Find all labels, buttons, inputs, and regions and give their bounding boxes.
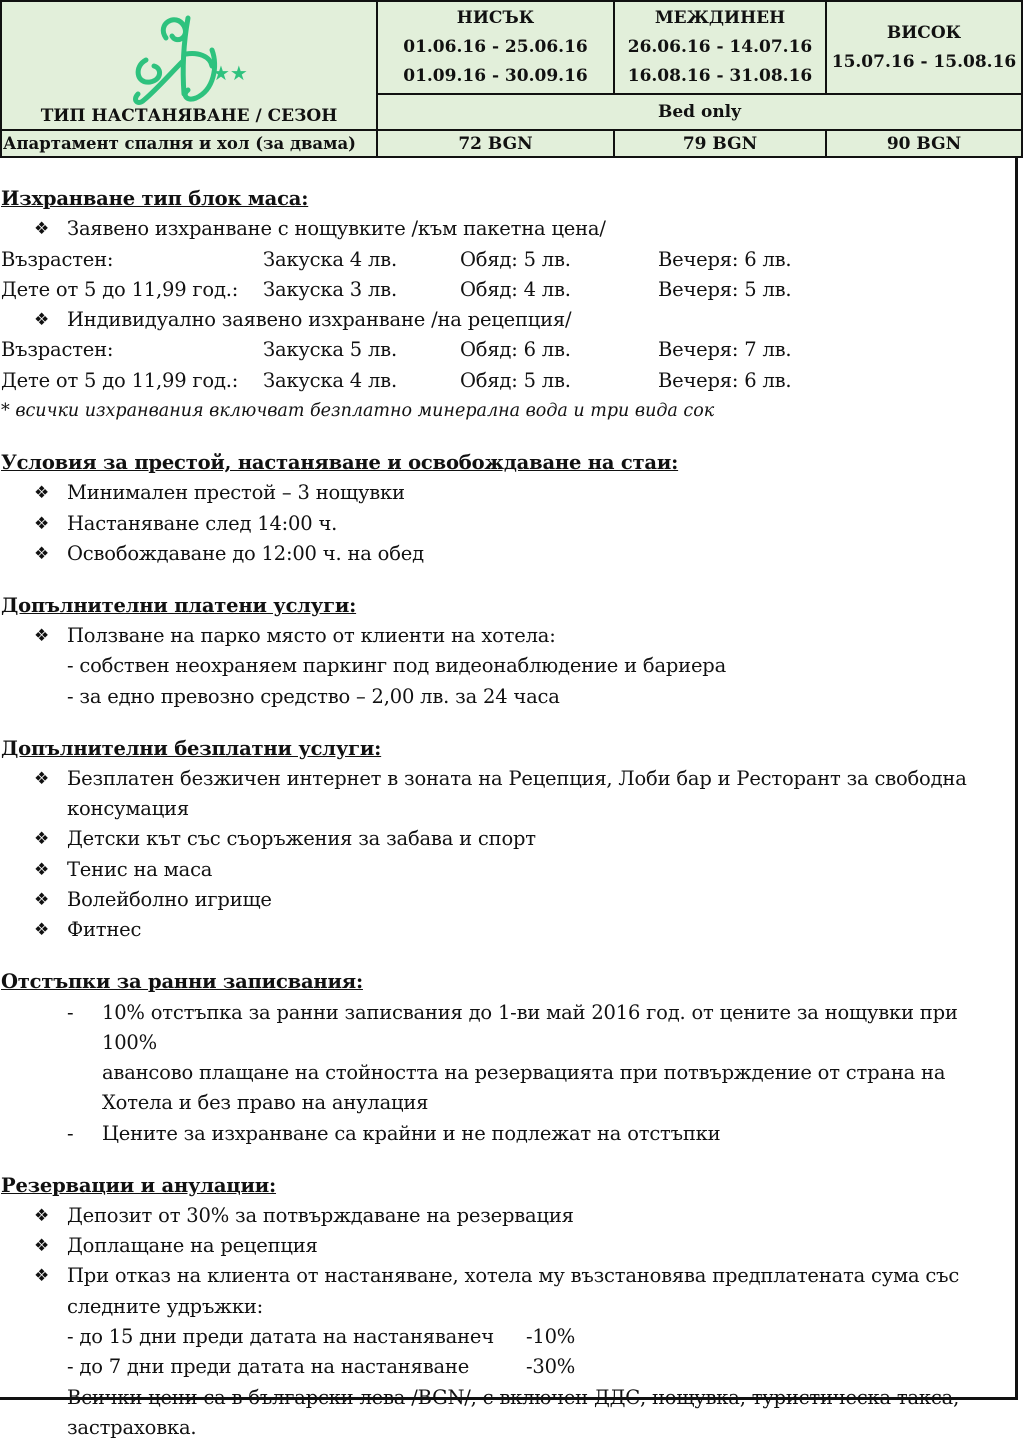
meal-cell: Закуска 4 лв. (263, 368, 397, 392)
meal-cell: Обяд: 5 лв. (460, 368, 571, 392)
reservation-item: ❖ Депозит от 30% за потвърждаване на резервация (1, 1201, 1018, 1231)
free-services-item: ❖ Тенис на маса (1, 855, 1018, 885)
meal-cell: Обяд: 6 лв. (460, 338, 571, 362)
price-high: 90 BGN (826, 130, 1022, 157)
season-low-cell (377, 1, 614, 94)
free-services-item: ❖ Фитнес (1, 915, 1018, 945)
discounts-heading: Отстъпки за ранни записвания: (1, 970, 363, 994)
meal-cell: Възрастен: (1, 247, 114, 271)
paid-services-sub: - за едно превозно средство – 2,00 лв. за 24 часа (67, 684, 560, 708)
free-services-item: ❖ Волейболно игрище (1, 885, 1018, 915)
accommodation-type-label: ТИП НАСТАНЯВАНЕ / СЕЗОН (40, 106, 338, 126)
conditions-item: ❖ Минимален престой – 3 нощувки (1, 478, 1018, 508)
meal-cell: Вечеря: 6 лв. (658, 368, 792, 392)
logo-cell (1, 1, 377, 130)
meal-cell: Вечеря: 6 лв. (658, 247, 792, 271)
meals-note: * всички изхранвания включват безплатно минерална вода и три вида сок (1, 401, 715, 422)
prices-note-cont: застраховка. (67, 1415, 197, 1439)
season-mid-period-2: 16.08.16 - 31.08.16 (627, 66, 813, 86)
season-high-cell (826, 1, 1022, 94)
penalty-value: -10% (526, 1325, 576, 1349)
logo-stars: ★★ (212, 61, 248, 85)
meals-package-child-row (1, 275, 1018, 305)
penalty-label: - до 15 дни преди датата на настаняванеч (67, 1325, 494, 1349)
meal-cell: Обяд: 4 лв. (460, 277, 571, 301)
conditions-heading: Условия за престой, настаняване и освобождаване на стаи: (1, 450, 679, 474)
price-table (0, 0, 1023, 158)
meal-cell: Дете от 5 до 11,99 год.: (1, 277, 239, 301)
season-low-period-1: 01.06.16 - 25.06.16 (403, 37, 588, 57)
price-mid: 79 BGN (614, 130, 826, 157)
meal-cell: Закуска 4 лв. (263, 247, 397, 271)
meals-individual-adult-row (1, 335, 1018, 365)
free-services-heading: Допълнителни безплатни услуги: (1, 736, 382, 760)
meal-cell: Дете от 5 до 11,99 год.: (1, 368, 239, 392)
meal-cell: Вечеря: 7 лв. (658, 338, 792, 362)
meal-cell: Вечеря: 5 лв. (658, 277, 792, 301)
room-type: Апартамент спалня и хол (за двама) (1, 130, 377, 157)
paid-services-heading: Допълнителни платени услуги: (1, 593, 357, 617)
free-services-item: ❖ Безплатен безжичен интернет в зоната на Рецепция, Лоби бар и Ресторант за свободна (1, 764, 1018, 794)
penalty-row (1, 1322, 1018, 1352)
season-low-name: НИСЪК (456, 8, 535, 28)
meals-heading: Изхранване тип блок маса: (1, 187, 309, 210)
meals-individual-bullet: ❖ Индивидуално заявено изхранване /на рецепция/ (1, 305, 1018, 335)
meal-cell: Обяд: 5 лв. (460, 247, 571, 271)
meal-cell: Възрастен: (1, 338, 114, 362)
reservations-heading: Резервации и анулации: (1, 1173, 277, 1197)
price-low: 72 BGN (377, 130, 614, 157)
free-services-item-cont: консумация (67, 797, 189, 821)
conditions-item: ❖ Настаняване след 14:00 ч. (1, 509, 1018, 539)
free-services-item: ❖ Детски кът със съоръжения за забава и спорт (1, 824, 1018, 854)
season-mid-cell (614, 1, 826, 94)
season-mid-period-1: 26.06.16 - 14.07.16 (627, 37, 813, 57)
meal-cell: Закуска 5 лв. (263, 338, 397, 362)
meals-individual-child-row (1, 366, 1018, 396)
season-high-period: 15.07.16 - 15.08.16 (831, 51, 1017, 72)
hotel-logo (126, 10, 251, 110)
penalty-row (1, 1352, 1018, 1382)
season-high-name: ВИСОК (886, 22, 962, 43)
prices-note: Всички цени са в български лева /BGN/, с включен ДДС, нощувка, туристическа такса, (67, 1385, 960, 1409)
board-type: Bed only (377, 94, 1022, 130)
conditions-item: ❖ Освобождаване до 12:00 ч. на обед (1, 539, 1018, 569)
terms-content (1, 184, 1018, 1443)
discount-item: - Цените за изхранване са крайни и не подлежат на отстъпки (1, 1119, 1018, 1149)
paid-services-item: ❖ Ползване на парко място от клиенти на хотела: (1, 621, 1018, 651)
season-low-period-2: 01.09.16 - 30.09.16 (403, 66, 588, 86)
meals-package-bullet: ❖ Заявено изхранване с нощувките /към пакетна цена/ (1, 214, 1018, 244)
season-mid-name: МЕЖДИНЕН (654, 8, 786, 28)
meals-package-adult-row (1, 245, 1018, 275)
meal-cell: Закуска 3 лв. (263, 277, 397, 301)
penalty-value: -30% (526, 1355, 576, 1379)
cancellation-item-cont: следните удръжки: (67, 1294, 264, 1318)
discount-item-cont: авансово плащане на стойността на резервацията при потвърждение от страна на (102, 1061, 946, 1085)
discount-item-cont: Хотела и без право на анулация (102, 1091, 429, 1115)
discount-item: - 10% отстъпка за ранни записвания до 1-ви май 2016 год. от цените за нощувки при 100% (1, 998, 1018, 1059)
cancellation-item: ❖ При отказ на клиента от настаняване, хотела му възстановява предплатената сума със (1, 1261, 1018, 1291)
paid-services-sub: - собствен неохраняем паркинг под видеонаблюдение и бариера (67, 654, 726, 678)
reservation-item: ❖ Доплащане на рецепция (1, 1231, 1018, 1261)
penalty-label: - до 7 дни преди датата на настаняване (67, 1355, 470, 1379)
